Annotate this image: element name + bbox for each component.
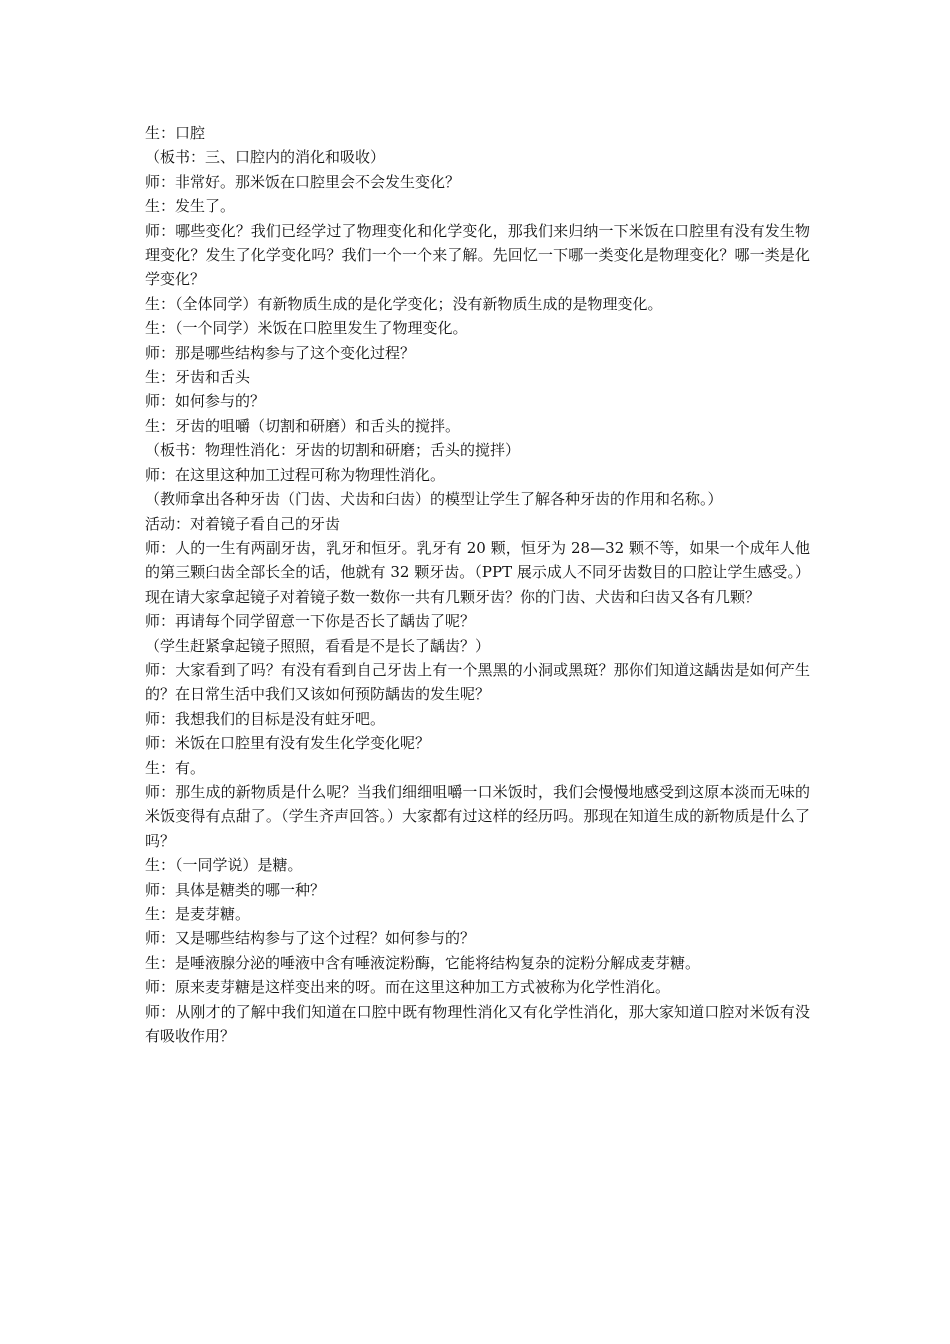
paragraph: （板书：三、口腔内的消化和吸收）	[145, 148, 386, 167]
paragraph: 生：牙齿的咀嚼（切割和研磨）和舌头的搅拌。	[145, 416, 461, 435]
paragraph: 师：人的一生有两副牙齿，乳牙和恒牙。乳牙有 20 颗，恒牙为 28—32 颗不等，如果一个成年人他的第三颗臼齿全部长全的话，他就有 32 颗牙齿。（PPT 展示成人不同牙齿数目的口腔让学生感受。）现在请大家拿起镜子对着镜子数一数你一共有几颗牙齿？你的门齿、犬齿和臼齿又各有几颗？	[145, 538, 810, 606]
paragraph: 师：又是哪些结构参与了这个过程？如何参与的？	[145, 929, 476, 948]
paragraph: 师：米饭在口腔里有没有发生化学变化呢？	[145, 734, 431, 753]
paragraph: 师：那是哪些结构参与了这个变化过程？	[145, 343, 416, 362]
paragraph: 师：大家看到了吗？有没有看到自己牙齿上有一个黑黑的小洞或黑斑？那你们知道这龋齿是如何产生的？在日常生活中我们又该如何预防龋齿的发生呢？	[145, 660, 810, 704]
paragraph: 活动：对着镜子看自己的牙齿	[145, 514, 341, 533]
paragraph: 师：从刚才的了解中我们知道在口腔中既有物理性消化又有化学性消化，那大家知道口腔对米饭有没有吸收作用？	[145, 1002, 810, 1046]
paragraph: 生：口腔	[145, 124, 206, 142]
paragraph: 生：牙齿和舌头	[145, 368, 251, 387]
paragraph: 生：（全体同学）有新物质生成的是化学变化；没有新物质生成的是物理变化。	[145, 294, 663, 313]
paragraph: 生：发生了。	[145, 197, 236, 216]
paragraph: 师：哪些变化？我们已经学过了物理变化和化学变化，那我们来归纳一下米饭在口腔里有没有发生物理变化？发生了化学变化吗？我们一个一个来了解。先回忆一下哪一类变化是物理变化？哪一类是化学变化？	[145, 221, 810, 289]
paragraph: 师：非常好。那米饭在口腔里会不会发生变化？	[145, 172, 461, 191]
paragraph: 生：有。	[145, 758, 206, 777]
paragraph: 生：是唾液腺分泌的唾液中含有唾液淀粉酶，它能将结构复杂的淀粉分解成麦芽糖。	[145, 953, 701, 972]
paragraph: 师：具体是糖类的哪一种？	[145, 880, 326, 899]
paragraph: （教师拿出各种牙齿（门齿、犬齿和臼齿）的模型让学生了解各种牙齿的作用和名称。）	[145, 490, 723, 509]
paragraph: 师：如何参与的？	[145, 392, 266, 411]
paragraph: 师：原来麦芽糖是这样变出来的呀。而在这里这种加工方式被称为化学性消化。	[145, 978, 671, 997]
paragraph: （板书：物理性消化：牙齿的切割和研磨；舌头的搅拌）	[145, 441, 521, 460]
paragraph: 师：在这里这种加工过程可称为物理性消化。	[145, 465, 446, 484]
paragraph: 生：是麦芽糖。	[145, 905, 251, 923]
paragraph: （学生赶紧拿起镜子照照，看看是不是长了龋齿？）	[145, 636, 491, 655]
paragraph: 生：（一同学说）是糖。	[145, 856, 303, 875]
paragraph: 师：我想我们的目标是没有蛀牙吧。	[145, 709, 386, 728]
paragraph: 师：那生成的新物质是什么呢？当我们细细咀嚼一口米饭时，我们会慢慢地感受到这原本淡而无味的米饭变得有点甜了。（学生齐声回答。）大家都有过这样的经历吗。那现在知道生成的新物质是什么了吗？	[145, 782, 810, 850]
document-body	[145, 121, 810, 1048]
paragraph: 生：（一个同学）米饭在口腔里发生了物理变化。	[145, 319, 468, 338]
paragraph: 师：再请每个同学留意一下你是否长了龋齿了呢？	[145, 612, 476, 631]
